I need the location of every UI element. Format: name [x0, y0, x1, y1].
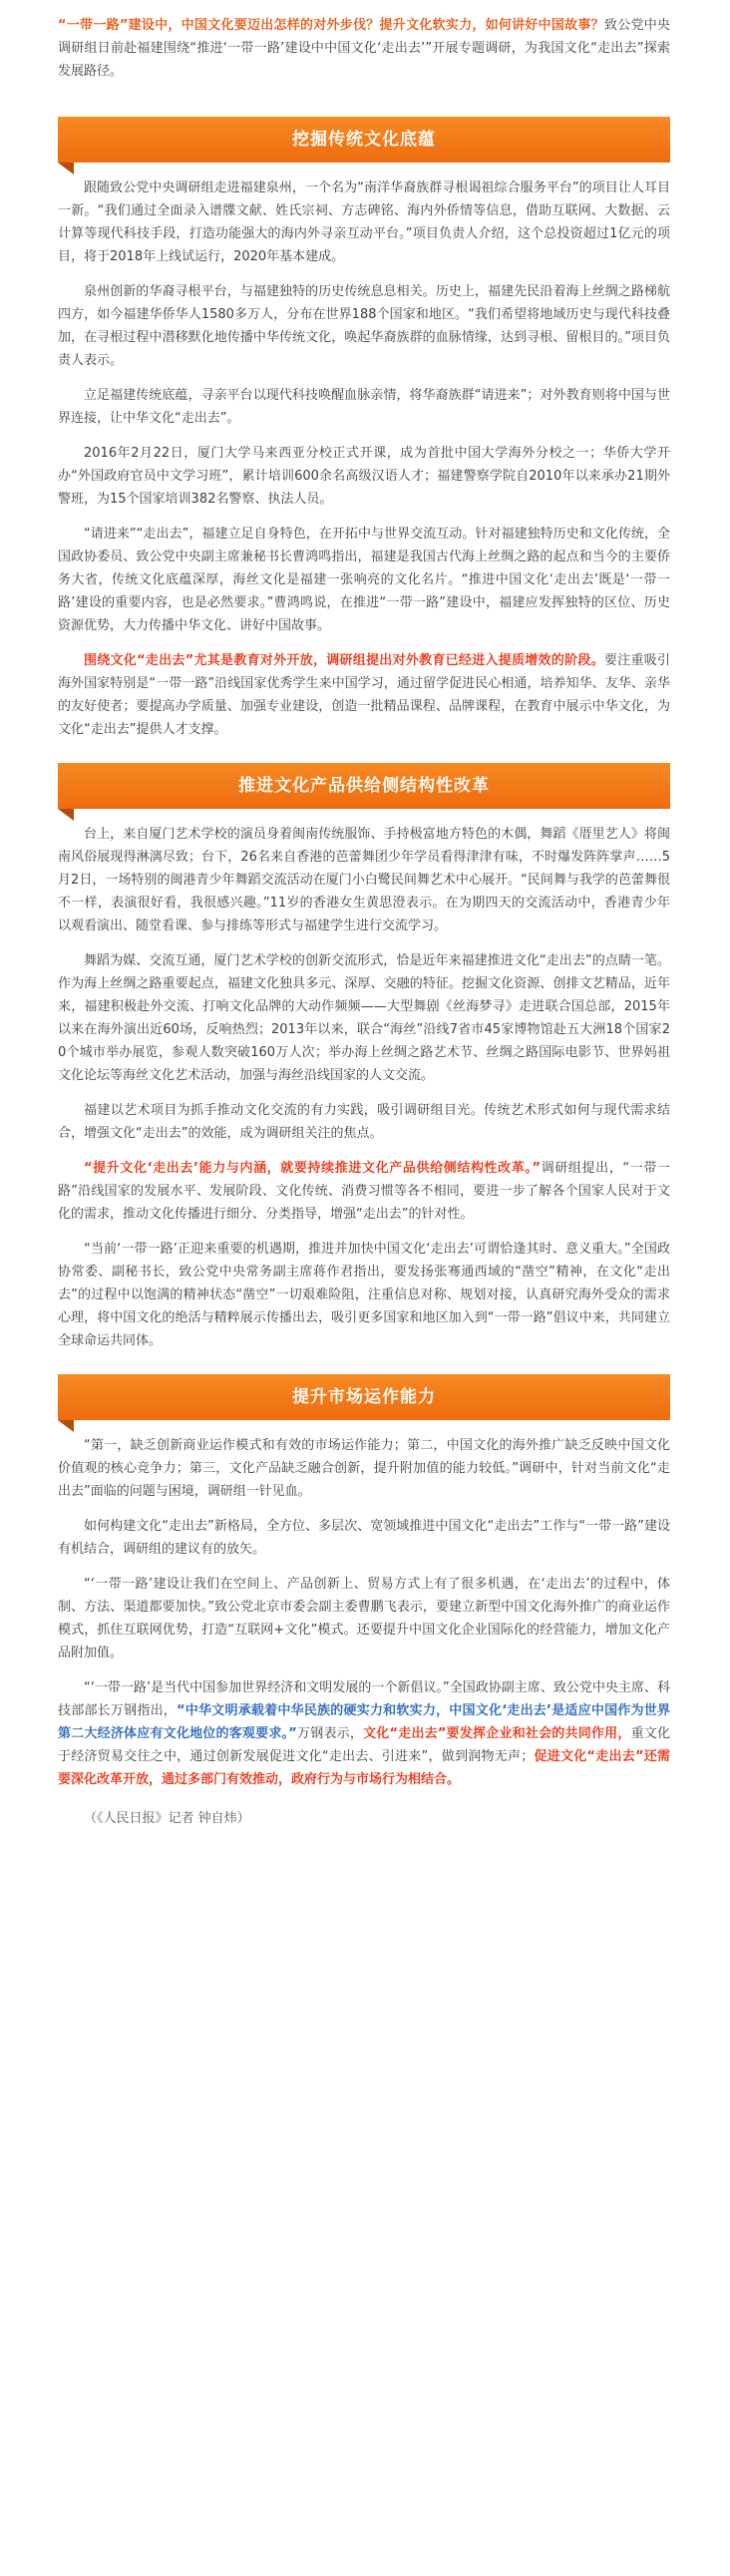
body-paragraph: 舞蹈为媒、交流互通，厦门艺术学校的创新交流形式，恰是近年来福建推进文化“走出去”的点睛一笔。作为海上丝绸之路重要起点，福建文化独具多元、深厚、交融的特征。挖掘文化资源、创排文艺精品，近年来，福建积极赴外交流、打响文化品牌的大动作频频——大型舞剧《丝海梦寻》走进联合国总部，2015年以来在海外演出近60场，反响热烈；2013年以来，联合“海丝”沿线7省市45家博物馆赴五大洲18个国家20个城市举办展览，参观人数突破160万人次；举办海上丝绸之路艺术节、丝绸之路国际电影节、世界妈祖文化论坛等海丝文化艺术活动，加强与海丝沿线国家的人文交流。 — [58, 953, 670, 1083]
section-title: 推进文化产品供给侧结构性改革 — [238, 776, 490, 796]
highlight-rest: 调研组提出，“一带一路”沿线国家的发展水平、发展阶段、文化传统、消费习惯等各不相同，要进一步了解各个国家人民对于文化的需求，推动文化传播进行细分、分类指导，增强“走出去”的针对性。 — [58, 1161, 670, 1222]
section-header-1 — [58, 117, 670, 177]
body-paragraph: 福建以艺术项目为抓手推动文化交流的有力实践，吸引调研组目光。传统艺术形式如何与现代需求结合，增强文化“走出去”的效能，成为调研组关注的焦点。 — [58, 1103, 670, 1141]
body-paragraph: 泉州创新的华裔寻根平台，与福建独特的历史传统息息相关。历史上，福建先民沿着海上丝绸之路梯航四方，如今福建华侨华人1580多万人，分布在世界188个国家和地区。“我们希望将地域历史与现代科技叠加，在寻根过程中潜移默化地传播中华传统文化，唤起华裔族群的血脉情缘，达到寻根、留根目的。”项目负责人表示。 — [58, 284, 670, 368]
section-header-3 — [58, 1374, 670, 1434]
body-paragraph: “当前‘一带一路’正迎来重要的机遇期，推进并加快中国文化‘走出去’可谓恰逢其时、意义重大。”全国政协常委、副秘书长，致公党中央常务副主席蒋作君指出，要发扬张骞通西域的“凿空”精神，在文化“走出去”的过程中以饱满的精神状态“凿空”一切艰难险阻，注重信息对称、规划对接，认真研究海外受众的需求心理，将中国文化的绝活与精粹展示传播出去，吸引更多国家和地区加入到“一带一路”倡议中来，共同建立全球命运共同体。 — [58, 1242, 670, 1348]
section-header-2 — [58, 763, 670, 823]
highlight-text: 围绕文化“走出去”尤其是教育对外开放，调研组提出对外教育已经进入提质增效的阶段。 — [84, 653, 604, 668]
closing-part-2: 万钢表示， — [296, 1726, 364, 1741]
closing-part-1: “‘一带一路’是当代中国参加世界经济和文明发展的一个新倡议。”全国政协副主席、致公党中央主席、科技部部长万钢指出， — [58, 1680, 670, 1718]
ribbon-fold-icon — [58, 163, 74, 175]
body-paragraph: 台上，来自厦门艺术学校的演员身着闽南传统服饰、手持极富地方特色的木偶，舞蹈《厝里艺人》将闽南风俗展现得淋漓尽致；台下，26名来自香港的芭蕾舞团少年学员看得津津有味，不时爆发阵阵掌声……5月2日，一场特别的闽港青少年舞蹈交流活动在厦门小白鹭民间舞艺术中心展开。“民间舞与我学的芭蕾舞很不一样，表演很好看，我很感兴趣。”11岁的香港女生黄思澄表示。在为期四天的交流活动中，香港青少年以观看演出、随堂看课、参与排练等形式与福建学生进行交流学习。 — [58, 827, 670, 933]
body-paragraph: 2016年2月22日，厦门大学马来西亚分校正式开课，成为首批中国大学海外分校之一；华侨大学开办“外国政府官员中文学习班”，累计培训600余名高级汉语人才；福建警察学院自2010年以来承办21期外警班，为15个国家培训382名警察、执法人员。 — [58, 446, 670, 507]
intro-rest: 致公党中央调研组日前赴福建围绕“推进‘一带一路’建设中中国文化‘走出去’”开展专题调研，为我国文化“走出去”探索发展路径。 — [58, 18, 670, 79]
body-paragraph: 如何构建文化“走出去”新格局，全方位、多层次、宽领域推进中国文化“走出去”工作与“一带一路”建设有机结合，调研组的建议有的放矢。 — [58, 1519, 670, 1557]
article-credit: （《人民日报》记者 钟自炜） — [84, 1811, 250, 1826]
closing-part-3: 重文化于经济贸易交往之中，通过创新发展促进文化“走出去、引进来”，做到润物无声； — [58, 1726, 670, 1764]
body-paragraph: 跟随致公党中央调研组走进福建泉州，一个名为“南洋华裔族群寻根谒祖综合服务平台”的项目让人耳目一新。“我们通过全面录入谱牒文献、姓氏宗祠、方志碑铭、海内外侨情等信息，借助互联网、大数据、云计算等现代科技手段，打造功能强大的海内外寻亲互动平台。”项目负责人介绍，这个总投资超过1亿元的项目，将于2018年上线试运行，2020年基本建成。 — [58, 181, 670, 264]
closing-highlight-1: “中华文明承载着中华民族的硬实力和软实力，中国文化‘走出去’是适应中国作为世界第二大经济体应有文化地位的客观要求。” — [58, 1703, 670, 1741]
intro-lead: “一带一路”建设中，中国文化要迈出怎样的对外步伐？提升文化软实力，如何讲好中国故事？ — [58, 18, 604, 33]
highlight-paragraph — [58, 1157, 670, 1226]
closing-highlight-3: 促进文化“走出去”还需要深化改革开放，通过多部门有效推动，政府行为与市场行为相结合。 — [58, 1749, 670, 1787]
body-paragraph: “‘一带一路’建设让我们在空间上、产品创新上、贸易方式上有了很多机遇，在‘走出去’的过程中，体制、方法、渠道都要加快。”致公党北京市委会副主委曹鹏飞表示，要建立新型中国文化海外推广的商业运作模式，抓住互联网优势，打造“互联网+文化”模式。还要提升中国文化企业国际化的经营能力，增加文化产品附加值。 — [58, 1577, 670, 1660]
closing-paragraph — [58, 1676, 670, 1791]
body-paragraph: “第一，缺乏创新商业运作模式和有效的市场运作能力；第二，中国文化的海外推广缺乏反映中国文化价值观的核心竞争力；第三，文化产品缺乏融合创新，提升附加值的能力较低。”调研中，针对当前文化“走出去”面临的问题与困境，调研组一针见血。 — [58, 1438, 670, 1499]
ribbon-fold-icon — [58, 1420, 74, 1432]
article — [58, 0, 670, 1830]
closing-highlight-2: 文化“走出去”要发挥企业和社会的共同作用， — [363, 1726, 631, 1741]
highlight-paragraph — [58, 649, 670, 741]
section-title: 挖掘传统文化底蕴 — [292, 130, 436, 150]
body-paragraph: 立足福建传统底蕴，寻亲平台以现代科技唤醒血脉亲情，将华裔族群“请进来”；对外教育则将中国与世界连接，让中华文化“走出去”。 — [58, 388, 670, 426]
ribbon-fold-icon — [58, 809, 74, 821]
body-paragraph: “请进来”“走出去”，福建立足自身特色，在开拓中与世界交流互动。针对福建独特历史和文化传统，全国政协委员、致公党中央副主席兼秘书长曹鸿鸣指出，福建是我国古代海上丝绸之路的起点和当今的主要侨务大省，传统文化底蕴深厚，海丝文化是福建一张响亮的文化名片。“推进中国文化‘走出去’既是‘一带一路’建设的重要内容，也是必然要求。”曹鸿鸣说，在推进“一带一路”建设中，福建应发挥独特的区位、历史资源优势，大力传播中华文化、讲好中国故事。 — [58, 527, 670, 633]
highlight-text: “提升文化‘走出去’能力与内涵，就要持续推进文化产品供给侧结构性改革。” — [84, 1161, 542, 1176]
section-title: 提升市场运作能力 — [292, 1387, 436, 1407]
intro-paragraph — [58, 0, 670, 83]
highlight-rest: 要注重吸引海外国家特别是“一带一路”沿线国家优秀学生来中国学习，通过留学促进民心相通，培养知华、友华、亲华的友好使者；要提高办学质量、加强专业建设，创造一批精品课程、品牌课程，在教育中展示中华文化，为文化“走出去”提供人才支撑。 — [58, 653, 670, 737]
